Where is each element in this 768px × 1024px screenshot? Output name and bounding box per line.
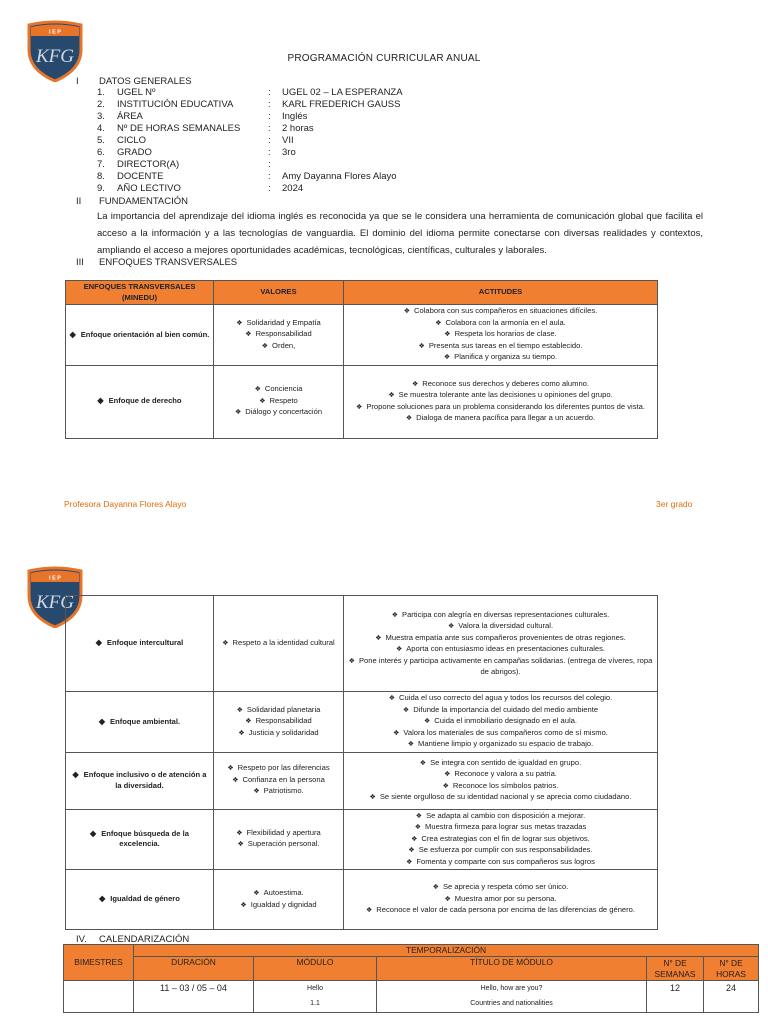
bullet-icon: ❖ [418,342,425,350]
attitude-item: ❖ Aporta con entusiasmo ideas en presentaciones culturales. [395,644,606,653]
item-label: GRADO [117,147,152,158]
bullet-icon: ❖ [388,695,396,702]
bullet-icon: ❖ [444,895,451,903]
bullet-icon: ❖ [402,706,410,714]
bullet-icon: ❖ [408,847,415,854]
approach-name-cell [66,870,214,930]
svg-text:I E P: I E P [49,575,61,582]
cal-cell-horas: 24 [704,981,759,1013]
value-item: ❖ Responsabilidad [245,329,312,338]
approach-row [66,809,658,870]
item-colon: : [268,159,271,170]
bullet-icon: ❖ [424,718,431,725]
calendar-table [63,944,759,1013]
approach-name: Enfoque búsqueda de la excelencia. [101,828,189,849]
value-item: ❖ Igualdad y dignidad [240,899,317,909]
attitude-item: ❖ Valora la diversidad cultural. [447,621,554,630]
value-item: ❖ Respeto a la identidad cultural [222,637,335,647]
approach-name: Enfoque de derecho [108,396,182,406]
bullet-icon: ❖ [222,639,229,647]
item-number: 9. [97,183,105,194]
approach-name-cell [66,809,214,870]
attitudes-cell [344,870,658,930]
attitude-item: ❖ Difunde la importancia del cuidado del medio ambiente [402,704,599,714]
item-label: CICLO [117,135,147,146]
bullet-icon: ❖ [419,759,427,767]
bullet-icon: ❖ [245,718,252,725]
header-actitudes: ACTITUDES [344,281,658,305]
approach-row [66,752,658,809]
item-number: 2. [97,99,105,110]
item-colon: : [268,135,271,146]
item-colon: : [268,147,271,158]
svg-text:KFG: KFG [36,592,74,613]
value-item: ❖ Superación personal. [237,839,320,849]
approach-row [66,365,658,438]
svg-text:KFG: KFG [36,46,74,67]
attitude-item: ❖ Reconoce el valor de cada persona por encima de las diferencias de género. [365,905,636,915]
item-value: Amy Dayanna Flores Alayo [282,171,397,182]
item-colon: : [268,183,271,194]
item-value: 3ro [282,147,296,158]
attitude-item: ❖ Muestra firmeza para lograr sus metas trazadas [414,822,587,831]
attitude-item: ❖ Valora los materiales de sus compañeros como de sí mismo. [393,727,608,737]
item-colon: : [268,99,271,110]
approach-row [66,870,658,930]
attitude-item: ❖ Dialoga de manera pacífica para llegar a un acuerdo. [405,413,596,422]
item-label: UGEL Nº [117,87,156,98]
bullet-icon: ❖ [388,392,395,399]
attitude-item: ❖ Planifica y organiza su tiempo. [443,352,558,361]
footer-grade: 3er grado [656,499,693,509]
bullet-icon: ❖ [227,765,234,773]
item-label: Nº DE HORAS SEMANALES [117,123,241,134]
bullet-icon: ❖ [356,403,363,411]
value-item: ❖ Patriotismo. [253,786,304,796]
item-number: 4. [97,123,105,134]
approach-name: Igualdad de género [110,894,180,904]
document-title: PROGRAMACIÓN CURRICULAR ANUAL [287,53,481,64]
bullet-icon: ❖ [369,794,376,801]
item-number: 5. [97,135,105,146]
bullet-icon: ❖ [232,776,239,784]
diamond-bullet-icon: ◆ [72,770,79,779]
cal-header-duracion: DURACIÓN [134,957,254,981]
item-value: 2 horas [282,123,314,134]
approach-row [66,305,658,366]
bullet-icon: ❖ [237,841,244,849]
cal-cell-modulo: Hello 1.1 [254,981,377,1013]
bullet-icon: ❖ [348,657,355,665]
diamond-bullet-icon: ◆ [97,396,104,406]
attitude-item: ❖ Respeta los horarios de clase. [444,329,557,338]
value-item: ❖ Autoestima. [253,888,304,897]
approach-name: Enfoque intercultural [106,638,184,648]
attitude-item: ❖ Se esfuerza por cumplir con sus responsabilidades. [408,845,593,854]
attitude-item: ❖ Muestra empatía ante sus compañeros provenientes de otras regiones. [375,632,626,642]
bullet-icon: ❖ [253,890,260,897]
approach-row [66,692,658,753]
bullet-icon: ❖ [414,824,422,831]
item-colon: : [268,111,271,122]
approach-row [66,596,658,692]
bullet-icon: ❖ [253,788,260,796]
attitude-item: ❖ Propone soluciones para un problema considerando los diferentes puntos de vista. [356,401,645,411]
attitude-item: ❖ Pone interés y participa activamente en campañas solidarias. (entrega de víveres, ropa de abrigos). [348,655,653,676]
bullet-icon: ❖ [365,907,373,915]
approach-name: Enfoque inclusivo o de atención a la diversidad. [83,770,207,790]
attitude-item: ❖ Participa con alegría en diversas representaciones culturales. [391,609,610,619]
item-label: DIRECTOR(A) [117,159,180,170]
value-item: ❖ Diálogo y concertación [234,407,323,417]
bullet-icon: ❖ [406,858,413,866]
bullet-icon: ❖ [240,901,247,909]
attitudes-cell [344,809,658,870]
bullet-icon: ❖ [444,771,451,778]
value-item: ❖ Flexibilidad y apertura [236,827,321,837]
header-enfoques: ENFOQUES TRANSVERSALES (MINEDU) [66,281,214,305]
diamond-bullet-icon: ◆ [98,716,106,726]
values-cell [214,365,344,438]
fundamentacion-paragraph: La importancia del aprendizaje del idioma inglés es reconocida ya que se le considera una herramienta de comunicación global que facilita el acceso a la información y a las tecnologías de vanguardia. El dominio del idioma permite conectarse con diversas realidades y contextos, ampliando el acceso a mejores oportunidades académicas, tecnológicas, científicas, culturales y laborales. [97,211,703,256]
cal-header-temporalizacion: TEMPORALIZACIÓN [134,945,759,957]
bullet-icon: ❖ [259,397,266,405]
attitude-item: ❖ Cuida el uso correcto del agua y todos los recursos del colegio. [388,693,613,702]
cal-header-modulo: MÓDULO [254,957,377,981]
value-item: ❖ Respeto por las diferencias [227,763,330,773]
attitude-item: ❖ Colabora con sus compañeros en situaciones difíciles. [403,306,598,315]
item-label: AÑO LECTIVO [117,183,181,194]
item-colon: : [268,123,271,134]
attitude-item: ❖ Colabora con la armonía en el aula. [435,317,566,327]
bullet-icon: ❖ [411,835,418,843]
item-label: DOCENTE [117,171,164,182]
value-item: ❖ Justicia y solidaridad [238,727,319,737]
attitude-item: ❖ Se muestra tolerante ante las decisiones u opiniones del grupo. [388,390,613,399]
item-value: 2024 [282,183,304,194]
cal-header-horas: N° DE HORAS [704,957,759,981]
attitude-item: ❖ Muestra amor por su persona. [444,893,557,903]
bullet-icon: ❖ [411,380,419,388]
item-colon: : [268,87,271,98]
item-colon: : [268,171,271,182]
approach-name-cell [66,305,214,366]
bullet-icon: ❖ [447,623,455,630]
cal-cell-duracion: 11 – 03 / 05 – 04 [134,981,254,1013]
value-item: ❖ Solidaridad y Empatía [236,317,321,327]
attitude-item: ❖ Se adapta al cambio con disposición a mejorar. [415,810,586,820]
bullet-icon: ❖ [435,319,442,327]
values-cell [214,752,344,809]
bullet-icon: ❖ [238,729,245,737]
item-value: VII [282,135,294,146]
item-number: 6. [97,147,105,158]
attitude-item: ❖ Reconoce sus derechos y deberes como alumno. [411,378,589,388]
attitude-item: ❖ Se siente orgulloso de su identidad nacional y se aprecia como ciudadano. [369,792,632,801]
item-value: KARL FREDERICH GAUSS [282,99,401,110]
values-cell [214,809,344,870]
attitude-item: ❖ Presenta sus tareas en el tiempo establecido. [418,340,583,350]
bullet-icon: ❖ [375,634,382,642]
document-page-1: I E P KFG PROGRAMACIÓN CURRICULAR ANUAL I DATOS GENERALES 1. UGEL Nº : UGEL 02 – LA ESPERANZA 2. INSTITUCIÓN EDUCATIVA : KARL FREDERICH GAUSS 3. ÁREA : Inglés 4. Nº DE HORAS SEMANALES : 2 horas 5. CICLO : VII 6. GRADO : 3ro 7. DIRECTOR(A) : 8. DOCENTE : Amy Dayanna Flores Alayo 9. AÑO LECTIVO : 2024 II FUNDAMENTACIÓN La importancia del aprendizaje del idioma inglés es reconocida ya que se le considera una herramienta de comunicación global que facilita el acceso a la información y a las tecnologías de vanguardia. El dominio del idioma permite conectarse con diversas realidades y contextos, ampliando el acceso a mejores oportunidades académicas, tecnológicas, científicas, culturales y laborales. III ENFOQUES TRANSVERSALES ENFOQUES TRANSVERSALES (MINEDU) VALORES ACTITUDES ◆ Enfoque orientación al bien común. ❖ Solidaridad y Empatía ❖ Responsabilidad ❖ Orden, ❖ Colabora con sus compañeros en situaciones difíciles. ❖ Colabora con la armonía en el aula. ❖ Respeta los horarios de clase. ❖ Presenta sus tareas en el tiempo establecido. ❖ Planifica y organiza su tiempo. ◆ Enfoque de derecho ❖ Conciencia ❖ Respeto ❖ Diálogo y concertación ❖ Reconoce sus derechos y deberes como alumno. ❖ Se muestra tolerante ante las decisiones u opiniones del grupo. ❖ Propone soluciones para un problema considerando los diferentes puntos de vista. ❖ Dialoga de manera pacífica para llegar a un acuerdo. Profesora Dayanna Flores Alayo 3er grado [0,0,768,540]
attitude-item: ❖ Crea estrategias con el fin de lograr sus objetivos. [411,833,590,843]
cal-cell-titulo: Hello, how are you? Countries and nationalities [377,981,647,1013]
attitudes-cell [344,305,658,366]
enfoques-table-part-1 [65,280,658,439]
bullet-icon: ❖ [234,409,242,417]
bullet-icon: ❖ [407,741,415,748]
approach-name-cell [66,752,214,809]
bullet-icon: ❖ [391,611,398,619]
values-cell [214,870,344,930]
diamond-bullet-icon: ◆ [69,329,76,339]
item-number: 1. [97,87,105,98]
bullet-icon: ❖ [236,319,243,327]
bullet-icon: ❖ [261,342,269,350]
footer-teacher: Profesora Dayanna Flores Alayo [64,499,187,509]
cal-cell-semanas: 12 [647,981,704,1013]
item-number: 7. [97,159,105,170]
bullet-icon: ❖ [444,331,451,338]
attitude-item: ❖ Fomenta y comparte con sus compañeros sus logros [406,856,595,866]
bullet-icon: ❖ [393,729,400,737]
approach-name: Enfoque ambiental. [110,716,181,726]
diamond-bullet-icon: ◆ [95,638,102,648]
bullet-icon: ❖ [442,782,449,790]
approach-name-cell [66,596,214,692]
attitudes-cell [344,596,658,692]
school-shield-logo [26,20,84,82]
bullet-icon: ❖ [245,331,252,338]
header-valores: VALORES [214,281,344,305]
cal-header-bimestres: BIMESTRES [64,945,134,981]
item-number: 3. [97,111,105,122]
item-label: INSTITUCIÓN EDUCATIVA [117,99,234,110]
value-item: ❖ Respeto [259,395,298,405]
bullet-icon: ❖ [443,354,451,361]
attitude-item: ❖ Cuida el inmobiliario designado en el aula. [424,716,577,725]
value-item: ❖ Orden, [261,340,296,350]
values-cell [214,596,344,692]
cal-cell-bimestre [64,981,134,1013]
bullet-icon: ❖ [415,812,423,820]
attitude-item: ❖ Reconoce y valora a su patria. [444,769,557,778]
attitude-item: ❖ Se aprecia y respeta cómo ser único. [432,882,569,892]
bullet-icon: ❖ [395,646,403,653]
attitude-item: ❖ Mantiene limpio y organizado su espacio de trabajo. [407,739,594,748]
values-cell [214,692,344,753]
item-value: UGEL 02 – LA ESPERANZA [282,87,403,98]
bullet-icon: ❖ [254,386,261,394]
approach-name: Enfoque orientación al bien común. [80,329,210,339]
value-item: ❖ Conciencia [254,384,303,394]
value-item: ❖ Solidaridad planetaria [236,704,321,714]
attitudes-cell [344,365,658,438]
approach-name-cell [66,365,214,438]
attitude-item: ❖ Reconoce los símbolos patrios. [442,780,559,790]
enfoques-table-part-2 [65,595,658,930]
diamond-bullet-icon: ◆ [99,894,106,904]
bullet-icon: ❖ [236,706,243,714]
bullet-icon: ❖ [236,829,243,837]
attitude-item: ❖ Se integra con sentido de igualdad en grupo. [419,757,582,767]
item-value: Inglés [282,111,308,122]
attitudes-cell [344,752,658,809]
cal-header-semanas: N° DE SEMANAS [647,957,704,981]
value-item: ❖ Confianza en la persona [232,774,325,784]
bullet-icon: ❖ [432,884,439,892]
cal-header-titulo: TÍTULO DE MÓDULO [377,957,647,981]
item-label: ÁREA [117,111,143,122]
diamond-bullet-icon: ◆ [90,828,97,838]
value-item: ❖ Responsabilidad [245,716,312,725]
item-number: 8. [97,171,105,182]
svg-text:I E P: I E P [49,29,61,36]
values-cell [214,305,344,366]
bullet-icon: ❖ [403,308,411,315]
attitudes-cell [344,692,658,753]
bullet-icon: ❖ [405,415,413,422]
approach-name-cell [66,692,214,753]
